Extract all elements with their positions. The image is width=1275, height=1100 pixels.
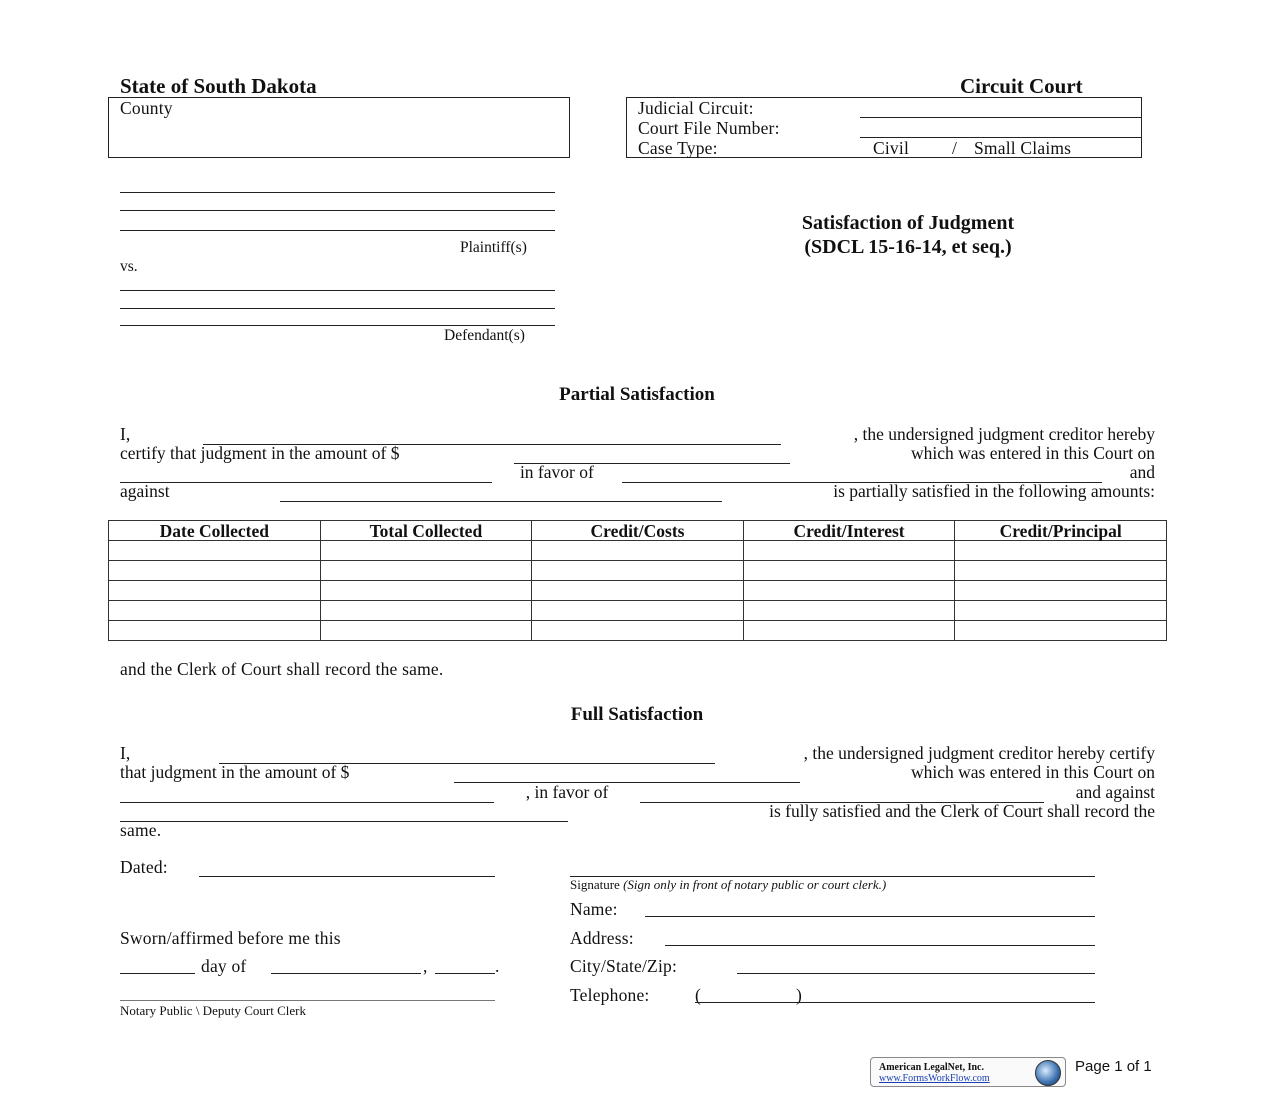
table-cell[interactable] xyxy=(532,621,744,641)
table-cell[interactable] xyxy=(320,541,532,561)
col-credit-interest: Credit/Interest xyxy=(743,521,955,541)
full-line-2-text: which was entered in this Court on xyxy=(911,762,1155,782)
table-cell[interactable] xyxy=(955,541,1167,561)
day-of-label: day of xyxy=(201,956,247,976)
partial-and-label: and xyxy=(1129,462,1155,482)
table-cell[interactable] xyxy=(532,561,744,581)
notary-signature-field[interactable] xyxy=(120,1000,495,1001)
court-file-number-label: Court File Number: xyxy=(638,118,780,138)
partial-i-label: I, xyxy=(120,424,131,444)
signature-label: Signature xyxy=(570,877,620,892)
table-cell[interactable] xyxy=(743,621,955,641)
partial-line-4-text: is partially satisfied in the following amounts: xyxy=(833,481,1155,501)
full-line-2 xyxy=(120,762,1155,783)
table-cell[interactable] xyxy=(320,601,532,621)
notary-label: Notary Public \ Deputy Court Clerk xyxy=(120,1003,306,1018)
full-i-label: I, xyxy=(120,743,131,763)
partial-against-label: against xyxy=(120,481,170,501)
sworn-year-field[interactable] xyxy=(435,973,495,974)
partial-line-1-text: , the undersigned judgment creditor hereby xyxy=(853,424,1155,444)
table-cell[interactable] xyxy=(109,561,321,581)
telephone-area-code-close: ) xyxy=(796,985,803,1005)
address-label: Address: xyxy=(570,928,634,948)
vs-label: vs. xyxy=(120,258,138,275)
full-satisfaction-heading: Full Satisfaction xyxy=(570,704,704,725)
table-cell[interactable] xyxy=(109,581,321,601)
table-cell[interactable] xyxy=(109,621,321,641)
table-row xyxy=(109,541,1167,561)
document-title: Satisfaction of Judgment xyxy=(801,212,1015,234)
city-state-zip-field[interactable] xyxy=(737,973,1095,974)
period-mark: . xyxy=(495,956,500,976)
name-field[interactable] xyxy=(645,916,1095,917)
plaintiff-line-2[interactable] xyxy=(120,210,555,211)
table-row xyxy=(109,621,1167,641)
document-subtitle: (SDCL 15-16-14, et seq.) xyxy=(804,236,1012,258)
partial-against-field[interactable] xyxy=(280,488,722,502)
table-cell[interactable] xyxy=(743,601,955,621)
col-credit-costs: Credit/Costs xyxy=(532,521,744,541)
defendant-line-2[interactable] xyxy=(120,308,555,309)
table-cell[interactable] xyxy=(109,541,321,561)
table-cell[interactable] xyxy=(532,581,744,601)
case-type-separator: / xyxy=(952,138,958,158)
city-state-zip-label: City/State/Zip: xyxy=(570,956,678,976)
table-cell[interactable] xyxy=(320,561,532,581)
defendant-label: Defendant(s) xyxy=(444,327,525,344)
table-cell[interactable] xyxy=(955,581,1167,601)
table-cell[interactable] xyxy=(955,601,1167,621)
table-cell[interactable] xyxy=(743,561,955,581)
partial-line-3 xyxy=(120,462,1155,483)
table-cell[interactable] xyxy=(955,621,1167,641)
full-and-against-label: and against xyxy=(1075,782,1155,802)
partial-satisfaction-heading: Partial Satisfaction xyxy=(559,384,715,405)
table-cell[interactable] xyxy=(743,541,955,561)
case-type-label: Case Type: xyxy=(638,138,718,158)
full-against-field[interactable] xyxy=(120,808,568,822)
partial-in-favor-label: in favor of xyxy=(519,462,594,482)
company-url-link[interactable]: www.FormsWorkFlow.com xyxy=(879,1073,990,1084)
judicial-circuit-field[interactable] xyxy=(860,117,1142,118)
plaintiff-label: Plaintiff(s) xyxy=(460,239,527,256)
globe-icon xyxy=(1035,1060,1061,1086)
full-line-4-text: is fully satisfied and the Clerk of Court shall record the xyxy=(769,801,1155,821)
table-cell[interactable] xyxy=(743,581,955,601)
address-field[interactable] xyxy=(665,945,1095,946)
defendant-line-3[interactable] xyxy=(120,325,555,326)
table-cell[interactable] xyxy=(532,601,744,621)
table-cell[interactable] xyxy=(955,561,1167,581)
dated-label: Dated: xyxy=(120,857,168,877)
telephone-area-code-open: ( xyxy=(695,985,702,1005)
county-box[interactable] xyxy=(108,97,570,158)
case-type-civil-option[interactable]: Civil xyxy=(873,138,910,158)
full-in-favor-label: , in favor of xyxy=(525,782,609,802)
case-type-small-claims-option[interactable]: Small Claims xyxy=(974,138,1072,158)
partial-line-4 xyxy=(120,481,1155,502)
table-row xyxy=(109,601,1167,621)
col-total-collected: Total Collected xyxy=(320,521,532,541)
table-cell[interactable] xyxy=(532,541,744,561)
state-heading: State of South Dakota xyxy=(120,74,317,98)
partial-line-2 xyxy=(120,443,1155,464)
dated-field[interactable] xyxy=(199,876,495,877)
partial-line-1 xyxy=(120,424,1155,445)
table-cell[interactable] xyxy=(320,621,532,641)
partial-closing-text: and the Clerk of Court shall record the same. xyxy=(120,659,444,679)
page-number: Page 1 of 1 xyxy=(1075,1058,1152,1075)
telephone-label: Telephone: xyxy=(570,985,650,1005)
court-heading: Circuit Court xyxy=(960,74,1083,98)
table-row xyxy=(109,581,1167,601)
full-line-1-text: , the undersigned judgment creditor hereby certify xyxy=(803,743,1155,763)
sworn-month-field[interactable] xyxy=(271,973,421,974)
full-line-3 xyxy=(120,782,1155,803)
county-label: County xyxy=(120,98,173,118)
court-info-box xyxy=(626,97,1142,158)
judicial-circuit-label: Judicial Circuit: xyxy=(638,98,754,118)
full-amount-label: that judgment in the amount of $ xyxy=(120,762,350,782)
plaintiff-line-1[interactable] xyxy=(120,192,555,193)
american-legalnet-logo[interactable] xyxy=(870,1057,1066,1087)
collections-table xyxy=(108,520,1167,641)
col-credit-principal: Credit/Principal xyxy=(955,521,1167,541)
full-line-1 xyxy=(120,743,1155,764)
partial-line-2-text: which was entered in this Court on xyxy=(911,443,1155,463)
defendant-line-1[interactable] xyxy=(120,290,555,291)
telephone-field[interactable] xyxy=(695,1002,1095,1003)
signature-caption xyxy=(570,877,886,893)
table-cell[interactable] xyxy=(320,581,532,601)
table-cell[interactable] xyxy=(109,601,321,621)
collections-table-header xyxy=(109,521,1167,541)
full-line-4 xyxy=(120,801,1155,822)
plaintiff-line-3[interactable] xyxy=(120,230,555,231)
signature-note: (Sign only in front of notary public or court clerk.) xyxy=(623,877,887,892)
comma-separator: , xyxy=(423,956,428,976)
name-label: Name: xyxy=(570,899,618,919)
full-line-5: same. xyxy=(120,820,162,840)
sworn-day-field[interactable] xyxy=(120,973,195,974)
full-amount-field[interactable] xyxy=(454,769,800,783)
partial-amount-label: certify that judgment in the amount of $ xyxy=(120,443,400,463)
sworn-label: Sworn/affirmed before me this xyxy=(120,928,341,948)
table-row xyxy=(109,561,1167,581)
col-date-collected: Date Collected xyxy=(109,521,321,541)
company-name: American LegalNet, Inc. xyxy=(879,1062,984,1073)
